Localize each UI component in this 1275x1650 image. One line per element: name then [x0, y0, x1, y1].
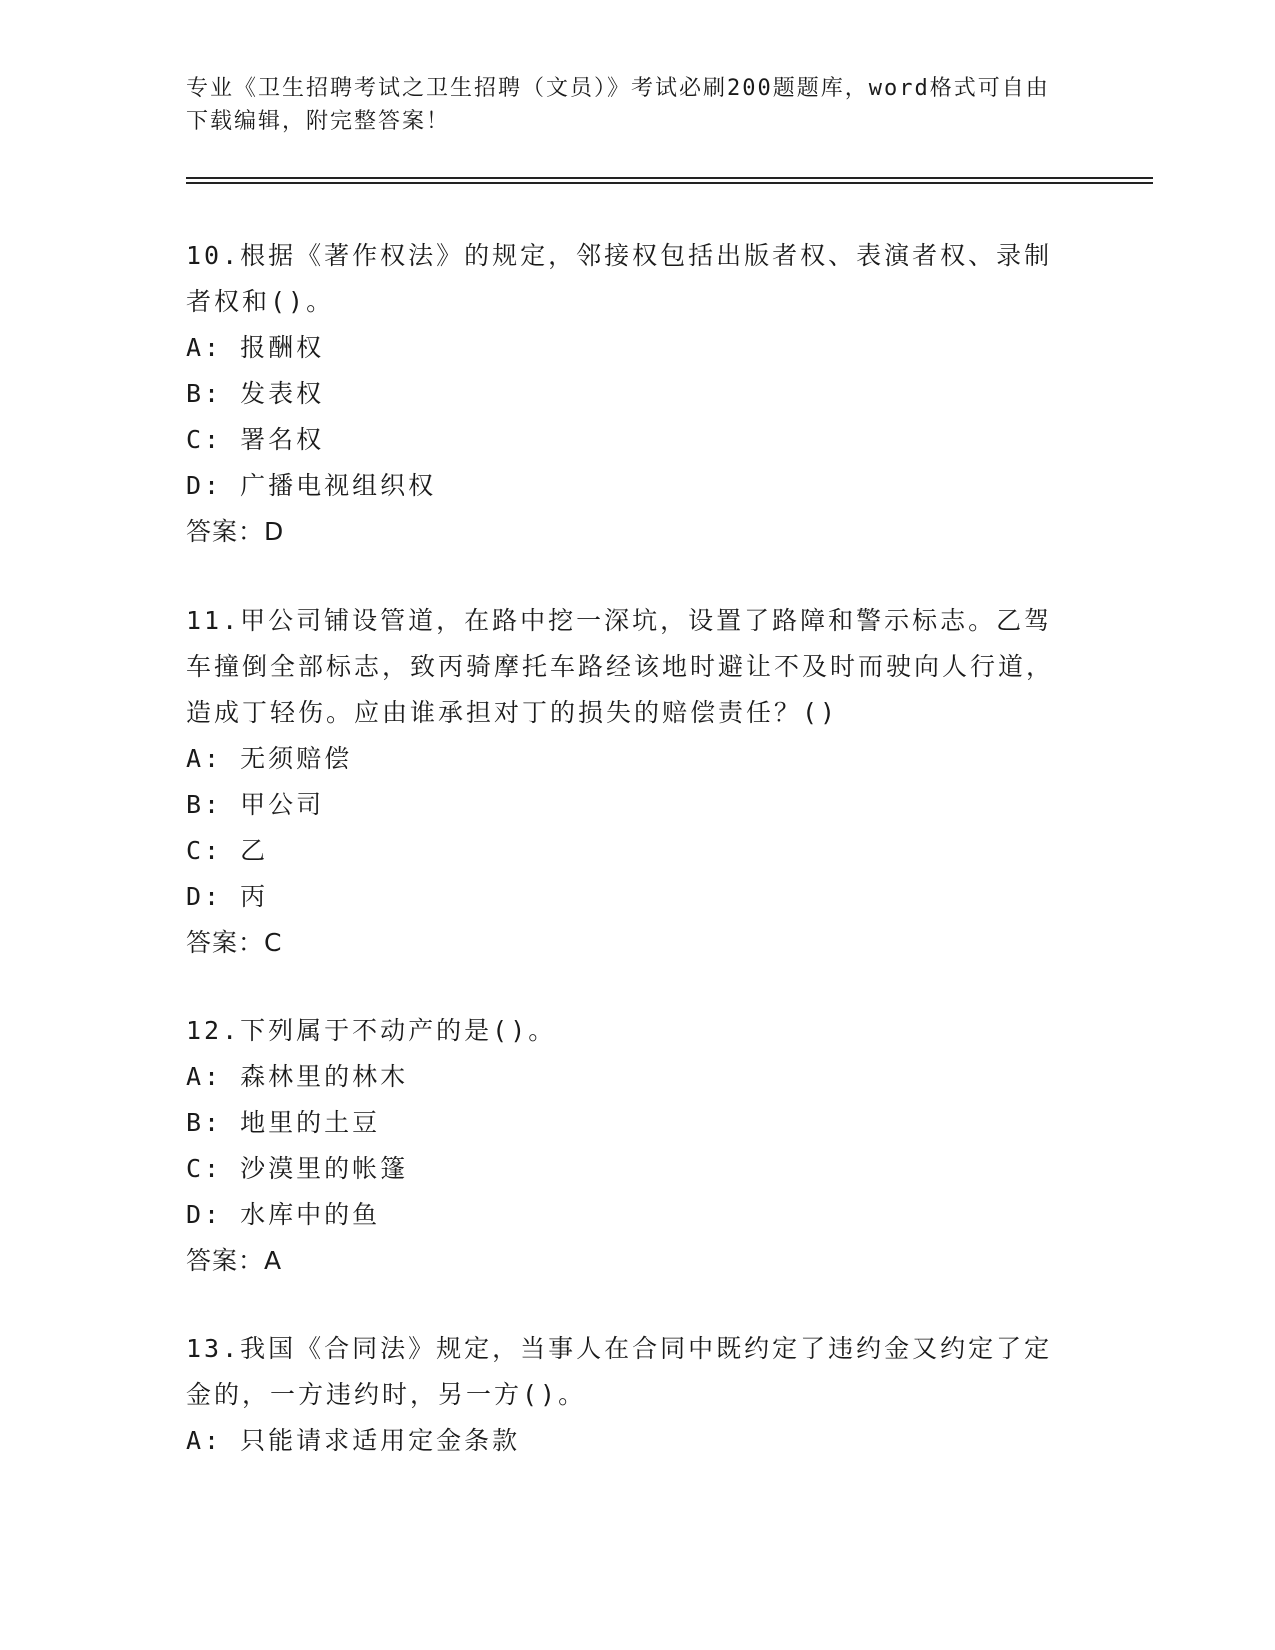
option-c: C: 署名权	[186, 425, 325, 454]
question-11	[186, 598, 1066, 966]
option-a: A: 只能请求适用定金条款	[186, 1426, 521, 1455]
header-divider-bottom	[186, 182, 1153, 184]
question-stem: 13.我国《合同法》规定，当事人在合同中既约定了违约金又约定了定金的，一方违约时，另一方()。	[186, 1334, 1053, 1409]
header-divider-top	[186, 177, 1153, 179]
answer: 答案：C	[186, 928, 283, 957]
question-stem: 12.下列属于不动产的是()。	[186, 1016, 557, 1045]
question-10	[186, 233, 1066, 555]
option-d: D: 广播电视组织权	[186, 471, 437, 500]
option-a: A: 森林里的林木	[186, 1062, 409, 1091]
question-stem: 10.根据《著作权法》的规定，邻接权包括出版者权、表演者权、录制者权和()。	[186, 241, 1053, 316]
option-c: C: 乙	[186, 836, 269, 865]
option-b: B: 甲公司	[186, 790, 325, 819]
answer: 答案：A	[186, 1246, 283, 1275]
document-header: 专业《卫生招聘考试之卫生招聘（文员）》考试必刷200题题库，word格式可自由下载编辑，附完整答案！	[186, 76, 1050, 134]
option-a: A: 无须赔偿	[186, 744, 353, 773]
option-c: C: 沙漠里的帐篷	[186, 1154, 409, 1183]
option-d: D: 丙	[186, 882, 269, 911]
question-stem: 11.甲公司铺设管道，在路中挖一深坑，设置了路障和警示标志。乙驾车撞倒全部标志，致丙骑摩托车路经该地时避让不及时而驶向人行道，造成丁轻伤。应由谁承担对丁的损失的赔偿责任？()	[186, 606, 1055, 727]
option-d: D: 水库中的鱼	[186, 1200, 381, 1229]
question-12	[186, 1008, 1066, 1284]
option-b: B: 地里的土豆	[186, 1108, 381, 1137]
answer: 答案：D	[186, 517, 285, 546]
option-a: A: 报酬权	[186, 333, 325, 362]
question-13	[186, 1326, 1066, 1464]
option-b: B: 发表权	[186, 379, 325, 408]
